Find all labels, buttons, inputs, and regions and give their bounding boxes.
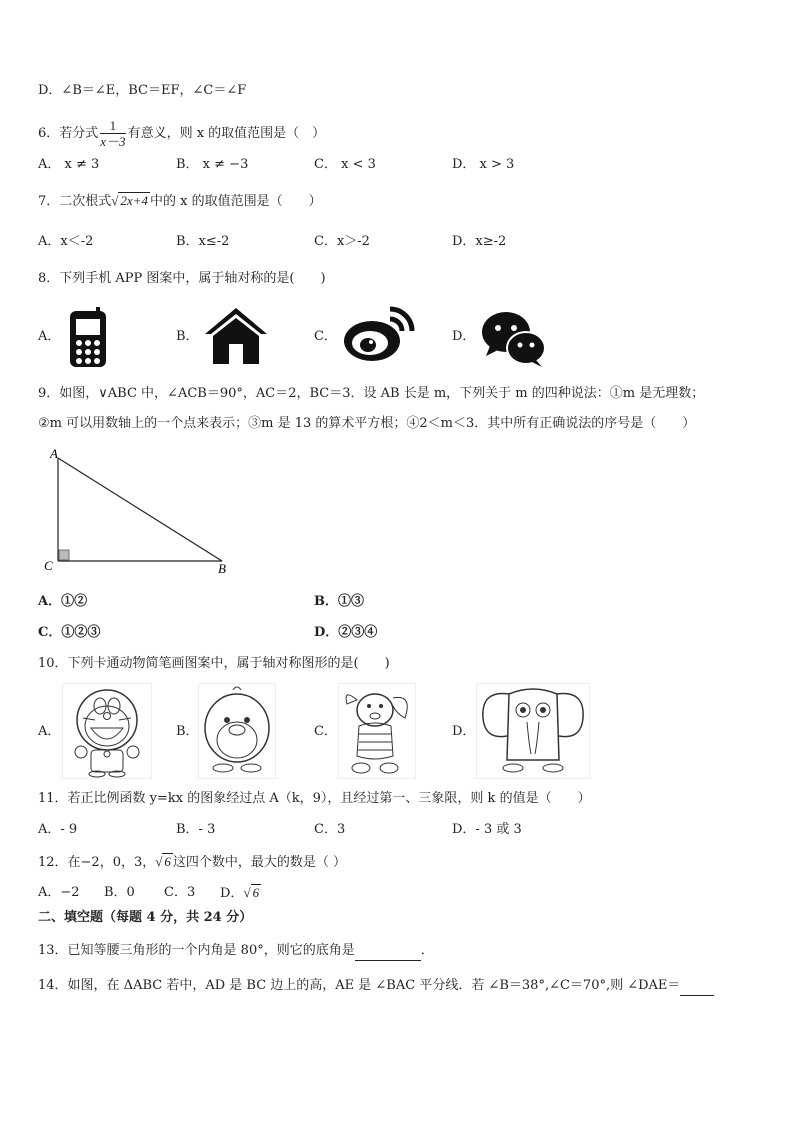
vertex-c-label: C [44, 558, 53, 573]
q6-prefix: 6．若分式 [38, 126, 99, 141]
home-icon [203, 306, 269, 366]
question-11: 11．若正比例函数 y=kx 的图象经过点 A（k，9），且经过第一、三象限，则 k 的值是（ ） [38, 791, 591, 806]
q11-option-c: C．3 [314, 822, 346, 837]
q6-option-a: A． x ≠ 3 [38, 157, 100, 172]
q12-option-b: B．0 [104, 885, 135, 900]
section-title: 二、填空题（每题 4 分，共 24 分） [38, 910, 253, 925]
q10-label-c: C． [314, 724, 337, 739]
weibo-icon [340, 303, 416, 363]
vertex-b-label: B [218, 561, 226, 576]
fraction-numerator: 1 [100, 118, 125, 134]
question-9-line-2: ②m 可以用数轴上的一个点来表示；③m 是 13 的算术平方根；④2＜m＜3．其中所有正确说法的序号是（ ） [38, 416, 696, 431]
question-12 [38, 853, 346, 872]
penguin-drawing [198, 683, 276, 779]
question-7 [38, 192, 322, 211]
q6-option-b: B． x ≠ −3 [176, 157, 249, 172]
q7-option-a: A．x＜-2 [38, 234, 94, 249]
q6-option-c: C． x < 3 [314, 157, 376, 172]
q8-label-b: B． [176, 329, 199, 344]
phone-icon [66, 307, 110, 369]
q10-label-b: B． [176, 724, 199, 739]
piglet-drawing [338, 683, 416, 779]
q8-label-a: A． [38, 329, 61, 344]
q12-option-d [220, 884, 261, 903]
q5-option-d: D．∠B＝∠E，BC＝EF，∠C＝∠F [38, 83, 247, 98]
q6-suffix: 有意义，则 x 的取值范围是（ ） [127, 126, 326, 141]
q9-option-c: C．①②③ [38, 625, 101, 640]
q12-prefix: 12．在−2，0，3， [38, 855, 156, 870]
q10-label-a: A． [38, 724, 61, 739]
q10-label-d: D． [452, 724, 476, 739]
q7-option-c: C．x＞-2 [314, 234, 370, 249]
q12-suffix: 这四个数中，最大的数是（ ） [172, 855, 347, 870]
q11-option-b: B．- 3 [176, 822, 216, 837]
q7-prefix: 7．二次根式 [38, 194, 112, 209]
question-14 [38, 977, 714, 996]
q11-option-d: D．- 3 或 3 [452, 822, 522, 837]
answer-blank [355, 942, 421, 961]
fraction-denominator: x－3 [100, 134, 126, 149]
q7-option-b: B．x≤-2 [176, 234, 230, 249]
question-10: 10．下列卡通动物简笔画图案中，属于轴对称图形的是( ) [38, 656, 390, 671]
q13-end: ． [420, 943, 434, 958]
q6-option-d: D． x > 3 [452, 157, 515, 172]
radicand: 6 [164, 854, 171, 869]
question-6 [38, 118, 325, 149]
radical: √ 6 [243, 885, 260, 900]
question-9-line-1: 9．如图，∨ABC 中，∠ACB＝90°，AC＝2，BC＝3．设 AB 长是 m，下列关于 m 的四种说法：①m 是无理数； [38, 386, 705, 401]
radicand: 2x+4 [120, 193, 148, 208]
answer-blank [680, 977, 714, 996]
q11-option-a: A．- 9 [38, 822, 78, 837]
q8-label-c: C． [314, 329, 337, 344]
q8-label-d: D． [452, 329, 476, 344]
question-8: 8．下列手机 APP 图案中，属于轴对称的是( ) [38, 271, 326, 286]
triangle-figure [40, 446, 240, 576]
q14-text: 14．如图，在 ΔABC 若中，AD 是 BC 边上的高，AE 是 ∠BAC 平分线．若 ∠B＝38°,∠C＝70°,则 ∠DAE＝ [38, 978, 681, 993]
vertex-a-label: A [50, 446, 58, 461]
radical: √ 6 [155, 854, 171, 869]
q7-suffix: 中的 x 的取值范围是（ ） [149, 194, 322, 209]
q12-option-c: C．3 [164, 885, 196, 900]
q9-option-a: A．①② [38, 594, 88, 609]
radical: √ 2x+4 [111, 193, 148, 208]
q13-text: 13．已知等腰三角形的一个内角是 80°，则它的底角是 [38, 943, 355, 958]
q12-option-a: A．−2 [38, 885, 80, 900]
q12-option-d-label: D． [220, 886, 244, 901]
elephant-drawing [476, 683, 590, 779]
q9-option-b: B．①③ [314, 594, 364, 609]
q7-option-d: D．x≥-2 [452, 234, 507, 249]
radicand: 6 [252, 885, 260, 900]
wechat-icon [480, 310, 548, 368]
fraction [100, 118, 125, 149]
doraemon-drawing [62, 683, 152, 779]
q9-option-d: D．②③④ [314, 625, 378, 640]
question-13 [38, 942, 434, 961]
